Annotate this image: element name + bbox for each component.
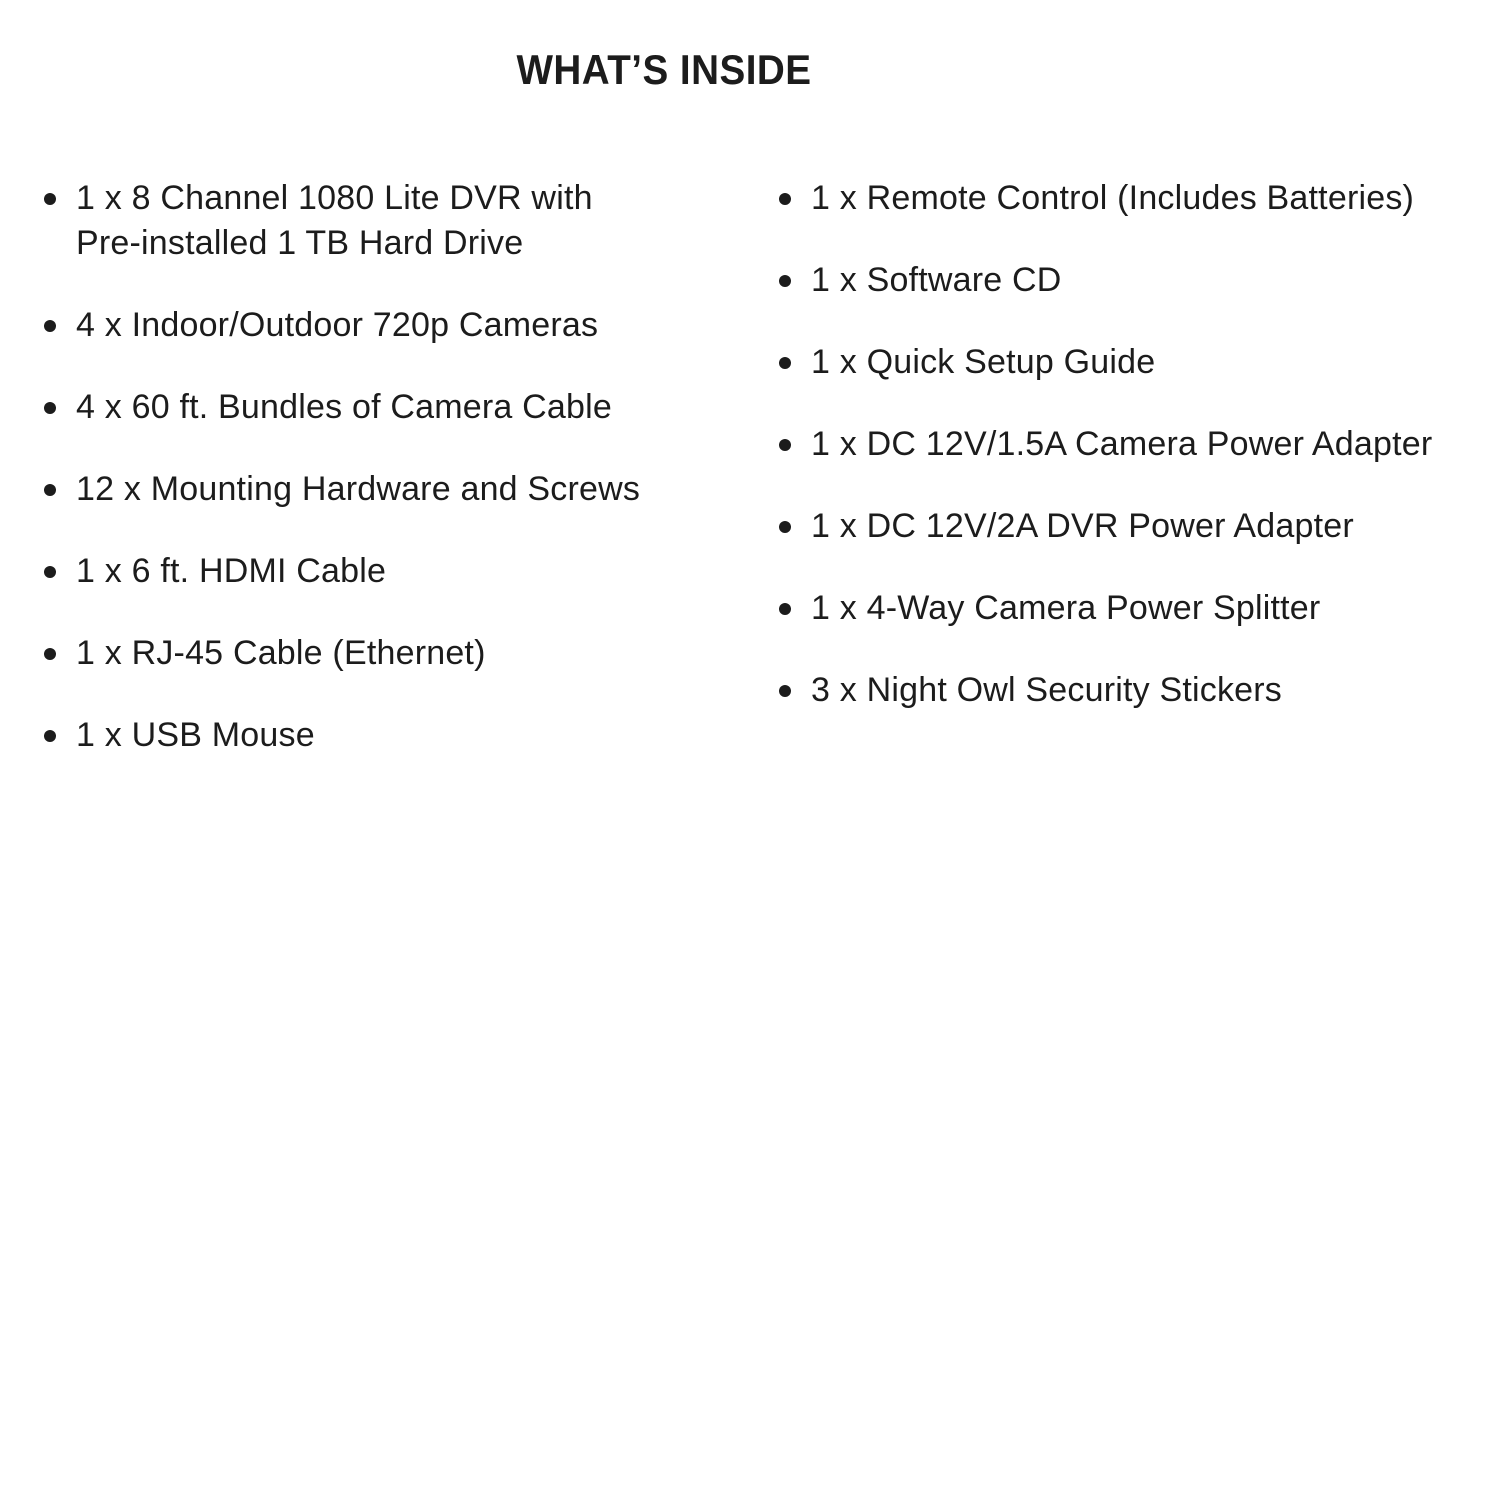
- bullet-icon: [779, 439, 791, 451]
- bullet-icon: [44, 484, 56, 496]
- list-item: [40, 176, 720, 266]
- list-item-text: 1 x Remote Control (Includes Batteries): [811, 179, 1415, 217]
- list-item-text: 1 x Software CD: [811, 261, 1062, 299]
- list-item-text: 12 x Mounting Hardware and Screws: [76, 470, 641, 508]
- list-item: [775, 504, 1475, 549]
- right-item-list: [775, 176, 1475, 750]
- list-item: [775, 340, 1475, 385]
- list-item-text: 3 x Night Owl Security Stickers: [811, 671, 1282, 709]
- bullet-icon: [44, 648, 56, 660]
- bullet-icon: [44, 566, 56, 578]
- list-item-text: 1 x 6 ft. HDMI Cable: [76, 552, 387, 590]
- list-item-text: 4 x 60 ft. Bundles of Camera Cable: [76, 388, 612, 426]
- list-item: [40, 549, 720, 594]
- bullet-icon: [44, 320, 56, 332]
- bullet-icon: [779, 357, 791, 369]
- bullet-icon: [779, 685, 791, 697]
- list-item-text: 1 x 8 Channel 1080 Lite DVR with Pre-installed 1 TB Hard Drive: [76, 179, 593, 262]
- list-item: [40, 631, 720, 676]
- list-item: [775, 422, 1475, 467]
- list-item-text: 4 x Indoor/Outdoor 720p Cameras: [76, 306, 599, 344]
- list-item-text: 1 x 4-Way Camera Power Splitter: [811, 589, 1321, 627]
- list-item-text: 1 x Quick Setup Guide: [811, 343, 1156, 381]
- list-item: [775, 176, 1475, 221]
- list-item-text: 1 x USB Mouse: [76, 716, 315, 754]
- left-item-list: [40, 176, 720, 795]
- list-item: [775, 586, 1475, 631]
- bullet-icon: [779, 521, 791, 533]
- list-item: [40, 467, 720, 512]
- list-item-text: 1 x RJ-45 Cable (Ethernet): [76, 634, 486, 672]
- bullet-icon: [779, 275, 791, 287]
- bullet-icon: [44, 730, 56, 742]
- list-item-text: 1 x DC 12V/2A DVR Power Adapter: [811, 507, 1354, 545]
- list-item: [40, 713, 720, 758]
- bullet-icon: [779, 193, 791, 205]
- list-item-text: 1 x DC 12V/1.5A Camera Power Adapter: [811, 425, 1433, 463]
- list-item: [775, 258, 1475, 303]
- list-item: [40, 385, 720, 430]
- list-item: [775, 668, 1475, 713]
- bullet-icon: [44, 193, 56, 205]
- page-title: WHAT’S INSIDE: [516, 46, 812, 93]
- bullet-icon: [779, 603, 791, 615]
- bullet-icon: [44, 402, 56, 414]
- list-item: [40, 303, 720, 348]
